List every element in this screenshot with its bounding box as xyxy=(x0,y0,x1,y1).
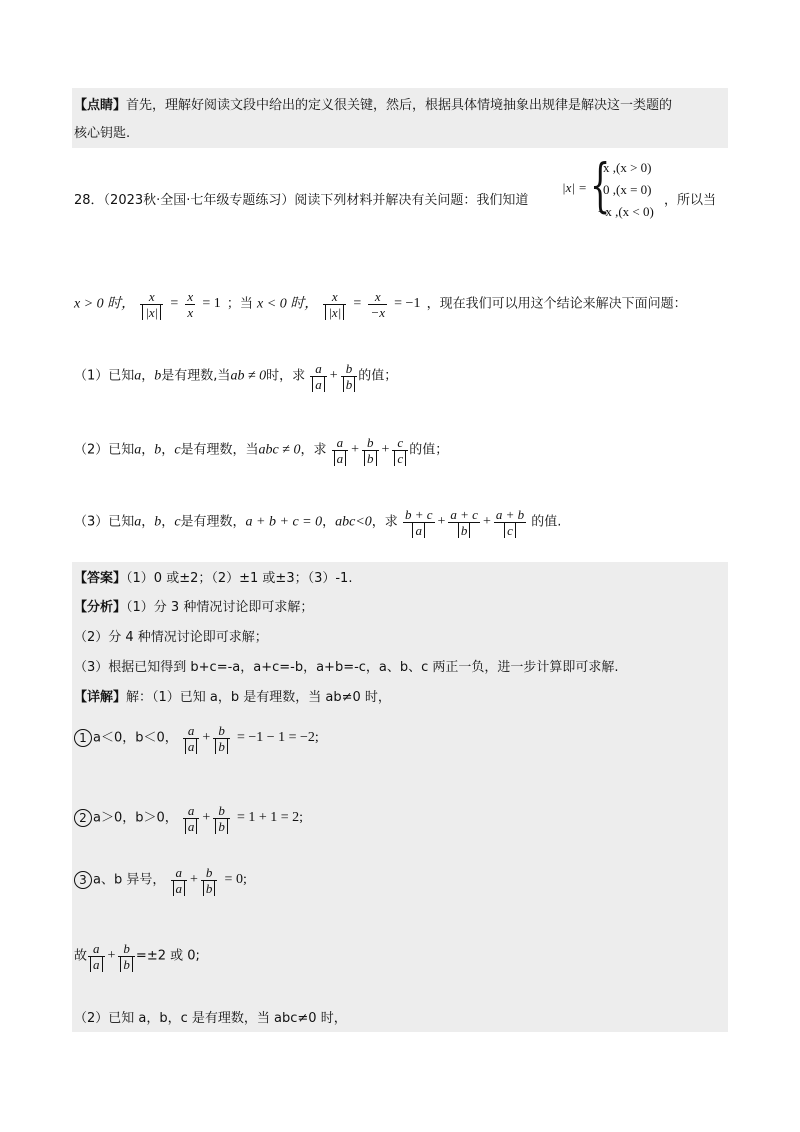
analysis-line-1: 【分析】（1）分 3 种情况讨论即可求解； xyxy=(74,600,314,615)
analysis-line-2: （2）分 4 种情况讨论即可求解； xyxy=(74,630,268,645)
frac-x-over-absx: $\frac{x}{|x|}$ xyxy=(140,289,163,320)
detail-intro: 【详解】解：（1）已知 a，b 是有理数，当 ab≠0 时， xyxy=(74,690,391,705)
material-line: x > 0 时， $\frac{x}{|x|}$ = $\frac{x}{x}$ = 1 ；当 x < 0 时， $\frac{x}{|x|}$ = $\frac{x}{-x}$ = −1 ，现在我们可以用这个结论来解决下面问题： xyxy=(74,288,687,320)
frac-x-over-negx: $\frac{x}{-x}$ xyxy=(370,288,386,320)
analysis-label: 【分析】 xyxy=(74,600,127,615)
dianjing-line-2: 核心钥匙. xyxy=(74,126,131,141)
circled-3-icon: 3 xyxy=(74,871,92,889)
detail-case-1: 1 a＜0，b＜0， $\frac{a}{a}$ + $\frac{b}{b}$ = −1 − 1 = −2; xyxy=(74,716,321,761)
question-28-intro: 28．（2023秋·全国·七年级专题练习）阅读下列材料并解决有关问题：我们知道 xyxy=(74,193,529,208)
question-part-3: （3）已知a，b，c是有理数，a + b + c = 0，abc<0，求 $\frac{b + c}{a}$ + $\frac{a + c}{b}$ + $\frac{a + b}{c}$ 的值. xyxy=(74,506,562,538)
detail-case-2: 2 a＞0，b＞0， $\frac{a}{a}$ + $\frac{b}{b}$ = 1 + 1 = 2; xyxy=(74,796,305,841)
analysis-line-3: （3）根据已知得到 b+c=-a，a+c=-b，a+b=-c，a、b、c 两正一负，进一步计算即可求解. xyxy=(74,660,619,675)
frac-b-over-absb: $\frac{b}{b}$ xyxy=(341,361,358,392)
cond-x-negative: x < 0 时， xyxy=(257,296,319,312)
answer-label: 【答案】 xyxy=(74,571,127,586)
cases-brace: { xyxy=(590,151,611,219)
answer-line: 【答案】（1）0 或±2；（2）±1 或±3；（3）-1. xyxy=(74,571,353,586)
detail-conclusion: 故 $\frac{a}{a}$ + $\frac{b}{b}$ =±2 或 0; xyxy=(74,940,200,972)
detail-label: 【详解】 xyxy=(74,690,127,705)
cond-x-positive: x > 0 时， xyxy=(74,296,136,312)
frac-a-over-absa: $\frac{a}{a}$ xyxy=(310,361,327,392)
circled-2-icon: 2 xyxy=(74,809,92,827)
eq2-rhs: = −1 xyxy=(394,296,421,311)
detail-part-2: （2）已知 a，b，c 是有理数，当 abc≠0 时， xyxy=(74,1011,347,1026)
case-positive: x ,(x > 0) xyxy=(603,160,652,175)
abs-definition-lhs: |x| = xyxy=(562,180,587,195)
circled-1-icon: 1 xyxy=(74,729,92,747)
case-negative: −x ,(x < 0) xyxy=(598,204,654,219)
frac-x-over-absx-2: $\frac{x}{|x|}$ xyxy=(323,289,346,320)
eq1-rhs: = 1 xyxy=(202,296,221,311)
detail-case-3: 3 a、b 异号， $\frac{a}{a}$ + $\frac{b}{b}$ = 0; xyxy=(74,858,249,903)
case-zero: 0 ,(x = 0) xyxy=(603,182,652,197)
dianjing-line-1: 【点睛】首先，理解好阅读文段中给出的定义很关键，然后，根据具体情境抽象出规律是解决这一类题的 xyxy=(74,98,673,113)
question-28-intro-end: ，所以当 xyxy=(664,193,717,208)
question-part-2: （2）已知a，b，c是有理数，当abc ≠ 0，求 $\frac{a}{a}$ + $\frac{b}{b}$ + $\frac{c}{c}$ 的值； xyxy=(74,434,449,466)
frac-x-over-x: $\frac{x}{x}$ xyxy=(187,288,194,320)
question-part-1: （1）已知a，b是有理数,当ab ≠ 0时，求 $\frac{a}{a}$ + $\frac{b}{b}$ 的值； xyxy=(74,360,398,392)
dianjing-label: 【点睛】 xyxy=(74,98,127,113)
